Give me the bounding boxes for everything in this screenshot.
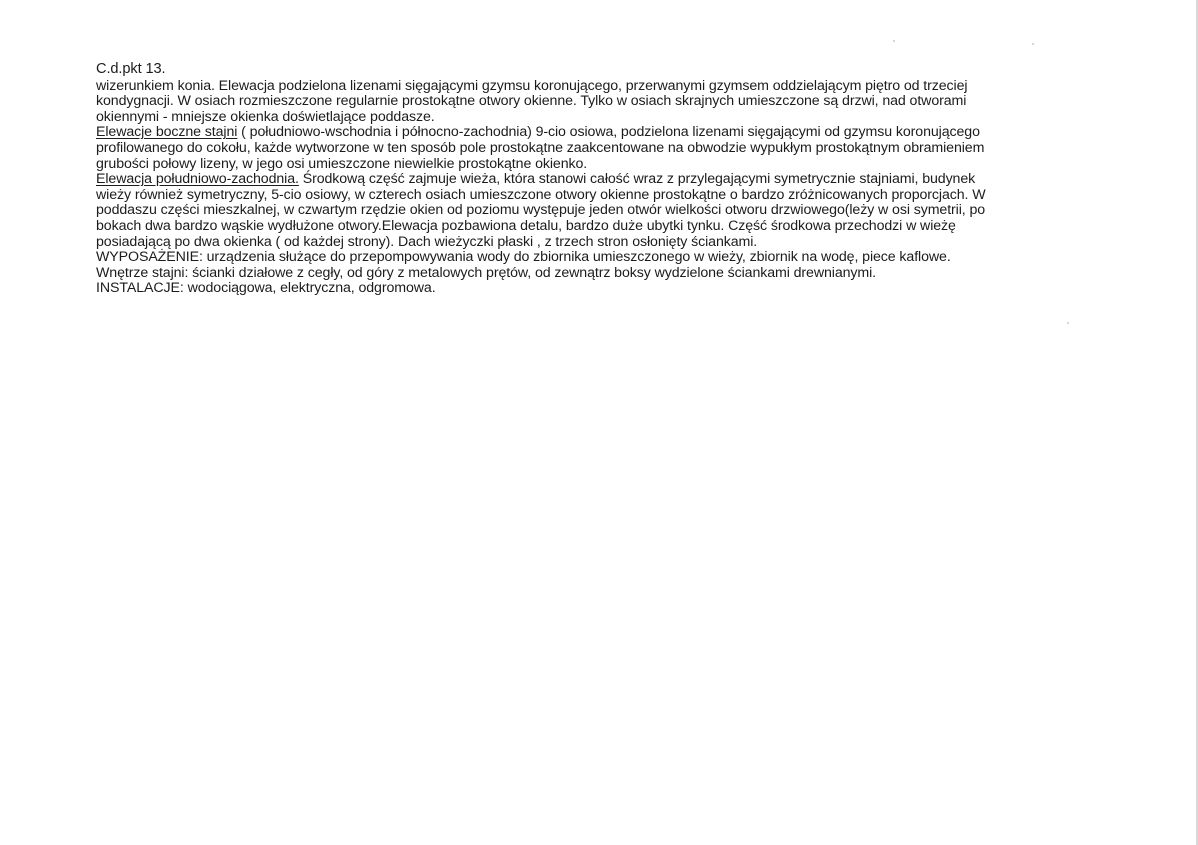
southwest-elevation-line: [96, 172, 1074, 188]
southwest-elevation-text: Środkową część zajmuje wieża, która stanowi całość wraz z przylegającymi symetrycznie stajniami, budynek: [298, 171, 976, 188]
document-header: C.d.pkt 13.: [96, 61, 166, 77]
text-line: kondygnacji. W osiach rozmieszczone regularnie prostokątne otwory okienne. Tylko w osiach skrajnych umieszczone są drzwi, nad otworami: [96, 93, 967, 110]
scan-speck: [893, 40, 895, 42]
interior-line: Wnętrze stajni: ścianki działowe z cegły, od góry z metalowych prętów, od zewnątrz boksy wydzielone ściankami drewnianymi.: [96, 264, 877, 281]
text-line: bokach dwa bardzo wąskie wydłużone otwory.Elewacja pozbawiona detalu, bardzo duże ubytki tynku. Część środkowa przechodzi w wieżę: [96, 217, 956, 234]
side-elevations-line: [96, 125, 1074, 141]
text-line: posiadającą po dwa okienka ( od każdej strony). Dach wieżyczki płaski , z trzech stron osłonięty ściankami.: [96, 233, 758, 250]
installations-line: INSTALACJE: wodociągowa, elektryczna, odgromowa.: [96, 280, 436, 297]
text-line: profilowanego do cokołu, każde wytworzone w ten sposób pole prostokątne zaakcentowane na obwodzie wypukłym prostokątnym obramieniem: [96, 139, 985, 156]
document-text: [96, 62, 1074, 297]
text-line: wizerunkiem konia. Elewacja podzielona lizenami sięgającymi gzymsu koronującego, przerwanymi gzymsem oddzielającym piętro od trzeciej: [96, 77, 968, 94]
side-elevations-text: ( południowo-wschodnia i północno-zachodnia) 9-cio osiowa, podzielona lizenami sięgającymi od gzymsu koronującego: [237, 124, 980, 141]
text-line: poddaszu części mieszkalnej, w czwartym rzędzie okien od poziomu występuje jeden otwór wielkości otworu drzwiowego(leży w osi symetrii, po: [96, 202, 986, 219]
equipment-line: WYPOSAŻENIE: urządzenia służące do przepompowywania wody do zbiornika umieszczonego w wieży, zbiornik na wodę, piece kaflowe.: [96, 249, 951, 266]
text-line: wieży również symetryczny, 5-cio osiowy, w czterech osiach umieszczone otwory okienne prostokątne o bardzo zróżnicowanych proporcjach. W: [96, 186, 986, 203]
scan-speck: [1032, 43, 1034, 45]
scan-speck: [1067, 322, 1069, 324]
text-line: grubości połowy lizeny, w jego osi umieszczone niewielkie prostokątne okienko.: [96, 155, 588, 172]
side-elevations-heading: Elewacje boczne stajni: [96, 124, 238, 141]
southwest-elevation-heading: Elewacja południowo-zachodnia.: [96, 171, 299, 188]
text-line: okiennymi - mniejsze okienka doświetlające poddasze.: [96, 108, 435, 125]
